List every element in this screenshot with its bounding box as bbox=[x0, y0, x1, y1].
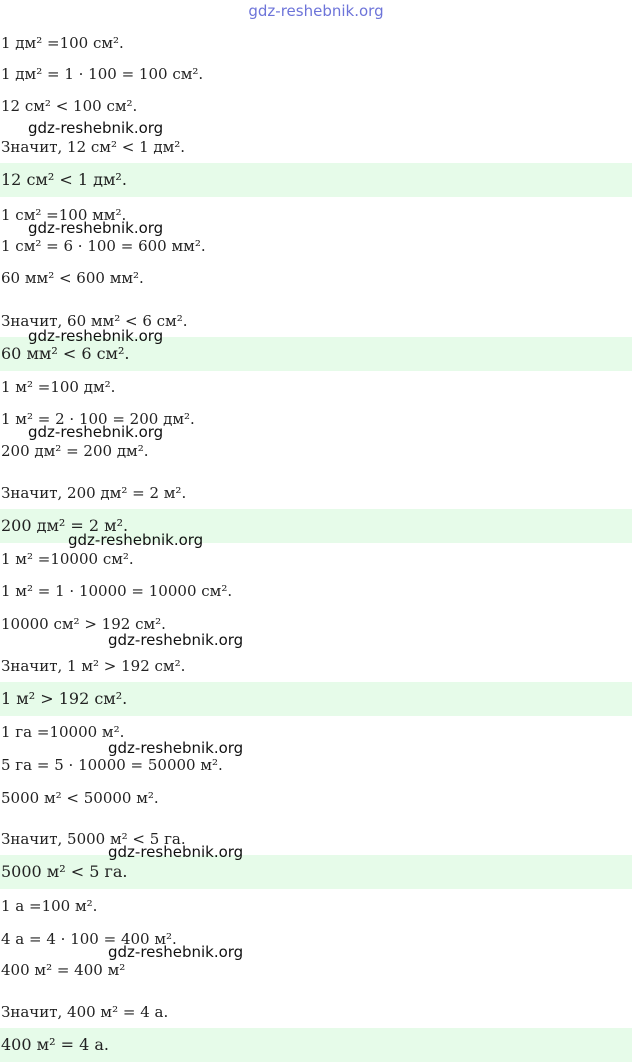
answer-highlight: 200 дм² = 2 м². bbox=[0, 509, 632, 543]
solution-line: Значит, 60 мм² < 6 см². bbox=[1, 312, 188, 330]
watermark: gdz-reshebnik.org bbox=[28, 423, 164, 441]
solution-line: 200 дм² = 200 дм². bbox=[1, 442, 149, 460]
solution-line: 1 га =10000 м². bbox=[1, 723, 125, 741]
solution-line: Значит, 400 м² = 4 а. bbox=[1, 1003, 169, 1021]
watermark: gdz-reshebnik.org bbox=[28, 119, 164, 137]
solution-line: Значит, 5000 м² < 5 га. bbox=[1, 830, 186, 848]
solution-line: 5 га = 5 · 10000 = 50000 м². bbox=[1, 756, 223, 774]
solution-line: 1 дм² =100 см². bbox=[1, 34, 124, 52]
answer-highlight: 1 м² > 192 см². bbox=[0, 682, 632, 716]
site-watermark: gdz-reshebnik.org bbox=[248, 2, 384, 20]
solution-line: 1 м² =10000 см². bbox=[1, 550, 134, 568]
watermark: gdz-reshebnik.org bbox=[108, 843, 244, 861]
solution-line: 4 а = 4 · 100 = 400 м². bbox=[1, 930, 177, 948]
solution-line: 1 м² = 1 · 10000 = 10000 см². bbox=[1, 582, 233, 600]
solution-line: 1 см² =100 мм². bbox=[1, 206, 127, 224]
solution-line: Значит, 12 см² < 1 дм². bbox=[1, 138, 186, 156]
watermark: gdz-reshebnik.org bbox=[108, 631, 244, 649]
solution-line: 1 дм² = 1 · 100 = 100 см². bbox=[1, 65, 204, 83]
solution-line: 400 м² = 400 м² bbox=[1, 961, 126, 979]
watermark: gdz-reshebnik.org bbox=[28, 219, 164, 237]
answer-highlight: 12 см² < 1 дм². bbox=[0, 163, 632, 197]
watermark: gdz-reshebnik.org bbox=[108, 739, 244, 757]
solution-line: 1 а =100 м². bbox=[1, 897, 98, 915]
solution-line: Значит, 1 м² > 192 см². bbox=[1, 657, 186, 675]
solution-line: 60 мм² < 600 мм². bbox=[1, 269, 144, 287]
solution-line: 12 см² < 100 см². bbox=[1, 97, 138, 115]
answer-highlight: 60 мм² < 6 см². bbox=[0, 337, 632, 371]
solution-line: Значит, 200 дм² = 2 м². bbox=[1, 484, 187, 502]
answer-highlight: 400 м² = 4 а. bbox=[0, 1028, 632, 1062]
solution-line: 10000 см² > 192 см². bbox=[1, 615, 166, 633]
solution-line: 5000 м² < 50000 м². bbox=[1, 789, 159, 807]
solution-line: 1 м² =100 дм². bbox=[1, 378, 116, 396]
watermark: gdz-reshebnik.org bbox=[108, 943, 244, 961]
watermark: gdz-reshebnik.org bbox=[68, 531, 204, 549]
solution-line: 1 м² = 2 · 100 = 200 дм². bbox=[1, 410, 195, 428]
solution-line: 1 см² = 6 · 100 = 600 мм². bbox=[1, 237, 206, 255]
answer-highlight: 5000 м² < 5 га. bbox=[0, 855, 632, 889]
watermark: gdz-reshebnik.org bbox=[28, 327, 164, 345]
